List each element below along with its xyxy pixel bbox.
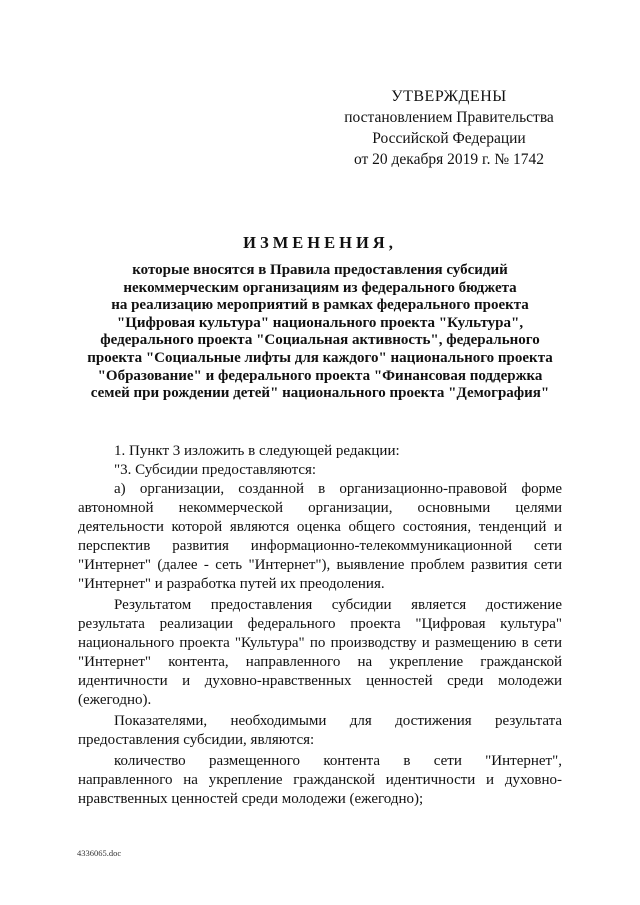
subtitle-line: которые вносятся в Правила предоставления субсидий bbox=[132, 262, 508, 278]
approval-block bbox=[338, 86, 560, 170]
paragraph-indicators: Показателями, необходимыми для достижения результата предоставления субсидии, являются: bbox=[78, 713, 562, 748]
approval-line-2: Российской Федерации bbox=[372, 130, 526, 147]
subtitle-line: федерального проекта "Социальная активность", федерального bbox=[100, 332, 540, 349]
paragraph-subitem-a: а) организации, созданной в организационно-правовой форме автономной некоммерческой организации, основными целями деятельности которой являются оценка общего состояния, тенденций и перспектив развития информационно-телекоммуникационной сети "Интернет" (далее - сеть "Интернет"), выявление проблем развития сети "Интернет" и разработка путей их преодоления. bbox=[78, 481, 562, 592]
approval-date: от 20 декабря 2019 г. № 1742 bbox=[353, 151, 545, 168]
approval-line-1: постановлением Правительства bbox=[344, 109, 554, 126]
paragraph-item-3-intro: "3. Субсидии предоставляются: bbox=[114, 462, 317, 478]
document-title: ИЗМЕНЕНИЯ, bbox=[243, 233, 397, 252]
subtitle-line: "Цифровая культура" национального проекта "Культура", bbox=[116, 314, 524, 331]
document-body bbox=[78, 442, 562, 809]
subtitle-line: семей при рождении детей" национального проекта "Демография" bbox=[90, 385, 550, 402]
paragraph-result: Результатом предоставления субсидии является достижение результата реализации федерального проекта "Цифровая культура" национального проекта "Культура" по производству и размещению в сети "Интернет" контента, направленного на укрепление гражданской идентичности и духовно-нравственных ценностей среди молодежи (ежегодно). bbox=[78, 597, 562, 708]
paragraph-item-1: 1. Пункт 3 изложить в следующей редакции: bbox=[114, 443, 400, 459]
subtitle-line: некоммерческим организациям из федерального бюджета bbox=[123, 279, 517, 296]
subtitle-line: на реализацию мероприятий в рамках федерального проекта bbox=[111, 297, 529, 314]
file-reference: 4336065.doc bbox=[77, 848, 122, 858]
document-subtitle bbox=[80, 262, 560, 403]
subtitle-line: "Образование" и федерального проекта "Финансовая поддержка bbox=[97, 367, 543, 384]
paragraph-indicator-content: количество размещенного контента в сети "Интернет", направленного на укрепление гражданской идентичности и духовно-нравственных ценностей среди молодежи (ежегодно); bbox=[78, 753, 562, 807]
subtitle-line: проекта "Социальные лифты для каждого" национального проекта bbox=[87, 349, 553, 366]
approval-stamp: УТВЕРЖДЕНЫ bbox=[391, 88, 507, 105]
